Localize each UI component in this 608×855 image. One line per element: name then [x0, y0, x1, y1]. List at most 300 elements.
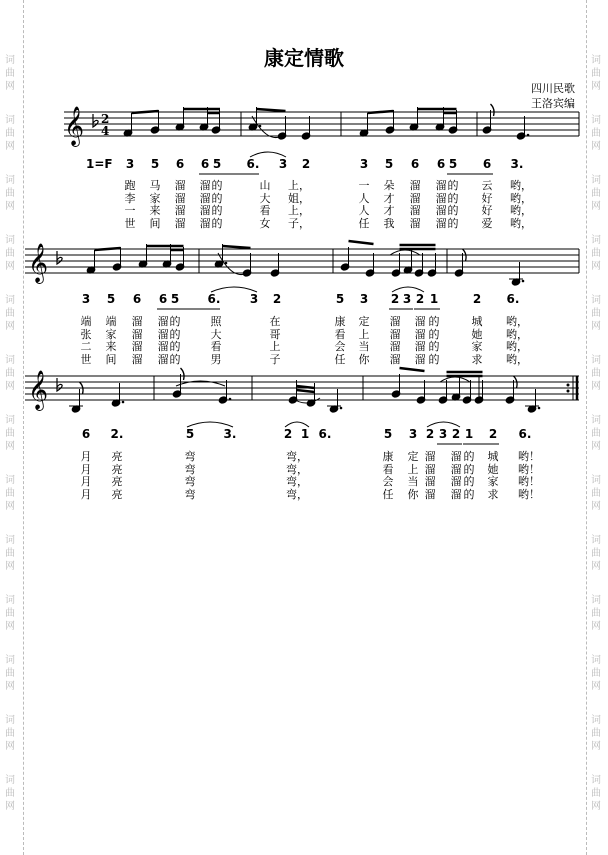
jianpu-digit: 3 [125, 157, 135, 171]
lyric-char: 月 [80, 450, 92, 463]
lyric-char: 的 [428, 327, 440, 341]
watermark-char: 网 [5, 441, 15, 452]
watermark-char: 词 [5, 55, 15, 66]
jianpu-digit: 5 [185, 427, 195, 441]
lyric-char: 男 [210, 352, 222, 366]
lyric-char: 上 [358, 327, 370, 341]
lyric-char: 任 [358, 216, 370, 230]
lyric-char: 的 [428, 352, 440, 366]
jianpu-digit: 5 [448, 157, 458, 171]
jianpu-digit: 6 [175, 157, 185, 171]
lyric-char: 马 [149, 179, 161, 192]
lyric-char: 云 [481, 179, 493, 192]
lyric-char: 溜 [450, 450, 462, 463]
lyric-char: 的 [463, 462, 475, 476]
dot [340, 407, 343, 410]
watermark-char: 词 [591, 115, 601, 126]
lyric-char: 的 [169, 315, 181, 328]
lyric-char: 家 [487, 475, 499, 488]
lyric-char: 的 [211, 191, 223, 205]
watermark-char: 词 [5, 475, 15, 486]
watermark-char: 曲 [591, 788, 601, 799]
lyric-char: 溜 [199, 179, 211, 192]
jianpu-digit: 2 [451, 427, 461, 441]
lyric-char: 上 [407, 462, 419, 476]
dot [538, 407, 541, 410]
watermark-char: 网 [591, 201, 601, 212]
lyric-char: 溜 [131, 327, 143, 341]
watermark-char: 曲 [5, 128, 15, 139]
lyric-char: 溜 [424, 450, 436, 463]
watermark-char: 曲 [591, 668, 601, 679]
lyric-char: 山 [259, 179, 271, 192]
lyric-char: 照 [210, 315, 222, 328]
lyric-char: 朵 [383, 179, 395, 192]
lyric-char: 溜 [414, 327, 426, 341]
jianpu-digit: 5 [106, 292, 116, 306]
lyric-char: 溜 [409, 216, 421, 230]
watermark-char: 词 [591, 235, 601, 246]
lyric-char: 溜 [450, 475, 462, 488]
note-flag [491, 104, 495, 116]
watermark-char: 曲 [5, 68, 15, 79]
lyric-char: 一 [358, 179, 370, 192]
lyric-char: 城 [471, 315, 483, 328]
lyric-char: 上， [288, 204, 310, 217]
lyric-char: 溜 [424, 462, 436, 476]
note-beam [132, 111, 159, 113]
watermark-char: 网 [5, 741, 15, 752]
lyric-char: 看 [259, 204, 271, 217]
lyric-char: 家 [105, 327, 117, 341]
jianpu-digit: 6 [482, 157, 492, 171]
watermark-char: 网 [5, 561, 15, 572]
jianpu-digit: 1 [464, 427, 474, 441]
watermark-char: 网 [5, 381, 15, 392]
lyric-char: 哥 [269, 327, 281, 341]
watermark-char: 曲 [591, 548, 601, 559]
lyric-char: 溜 [409, 204, 421, 217]
lyric-char: 我 [383, 216, 395, 230]
watermark-char: 词 [591, 295, 601, 306]
jianpu-digit: 2 [425, 427, 435, 441]
lyric-char: 溜 [389, 327, 401, 341]
lyric-char: 任 [382, 487, 394, 501]
lyric-char: 溜 [199, 216, 211, 230]
lyric-char: 的 [211, 216, 223, 230]
watermark-char: 网 [5, 681, 15, 692]
lyric-char: 的 [169, 340, 181, 353]
dot [527, 134, 530, 137]
lyric-char: 亮 [111, 487, 123, 501]
jianpu-digit: 6 [132, 292, 142, 306]
watermark-char: 网 [591, 441, 601, 452]
lyric-char: 端 [80, 315, 92, 328]
jianpu-digit: 2 [488, 427, 498, 441]
lyric-char: 的 [447, 204, 459, 217]
lyric-char: 的 [428, 340, 440, 353]
treble-clef: 𝄞 [28, 370, 49, 410]
lyric-char: 城 [487, 450, 499, 463]
note-beam [368, 111, 394, 113]
lyric-char: 大 [259, 191, 271, 205]
watermark-char: 网 [5, 201, 15, 212]
lyric-char: 溜 [157, 315, 169, 328]
jianpu-digit: 2 [472, 292, 482, 306]
lyric-char: 会 [334, 340, 346, 353]
watermark-char: 网 [591, 381, 601, 392]
lyric-char: 的 [211, 204, 223, 217]
lyric-char: 弯， [286, 487, 308, 501]
watermark-char: 词 [5, 715, 15, 726]
lyric-char: 姐， [288, 191, 310, 205]
lyric-char: 弯， [286, 462, 308, 476]
lyric-char: 溜 [435, 216, 447, 230]
jianpu-digit: 2. [110, 427, 124, 441]
lyric-char: 子， [288, 216, 310, 230]
song-title: 康定情歌 [264, 46, 344, 70]
watermark-char: 曲 [5, 608, 15, 619]
jianpu-digit: 3 [81, 292, 91, 306]
lyric-char: 弯， [286, 475, 308, 488]
lyric-char: 弯 [184, 475, 196, 488]
lyric-char: 来 [105, 340, 117, 353]
lyric-char: 弯 [184, 462, 196, 476]
lyric-char: 哟， [506, 340, 528, 353]
jianpu-digit: 6 [81, 427, 91, 441]
watermark-char: 词 [5, 295, 15, 306]
repeat-dot [567, 384, 570, 387]
lyric-char: 哟！ [518, 450, 540, 463]
watermark-char: 词 [591, 655, 601, 666]
lyric-char: 好 [481, 191, 493, 205]
credit-arranger: 王洛宾编 [531, 97, 575, 110]
watermark-char: 词 [5, 535, 15, 546]
watermark-char: 网 [5, 81, 15, 92]
lyric-char: 哟！ [518, 487, 540, 501]
lyric-char: 亮 [111, 475, 123, 488]
jianpu-digit: 6 [200, 157, 210, 171]
dot [229, 398, 232, 401]
lyric-char: 亮 [111, 462, 123, 476]
watermark-char: 词 [591, 475, 601, 486]
lyric-char: 哟！ [518, 462, 540, 476]
lyric-char: 溜 [389, 352, 401, 366]
watermark-char: 词 [5, 235, 15, 246]
lyric-char: 看 [334, 327, 346, 341]
lyric-char: 当 [407, 475, 419, 488]
watermark-char: 曲 [5, 428, 15, 439]
jianpu-digit: 5 [212, 157, 222, 171]
lyric-char: 爱 [481, 216, 493, 230]
lyric-char: 溜 [174, 216, 186, 230]
watermark-char: 词 [5, 655, 15, 666]
watermark-char: 词 [5, 775, 15, 786]
lyric-char: 弯， [286, 450, 308, 463]
lyric-char: 溜 [414, 315, 426, 328]
lyric-char: 哟！ [518, 475, 540, 488]
lyric-char: 溜 [157, 352, 169, 366]
lyric-char: 亮 [111, 450, 123, 463]
lyric-char: 间 [105, 352, 117, 366]
lyric-char: 溜 [199, 204, 211, 217]
watermark-char: 曲 [591, 608, 601, 619]
lyric-char: 跑 [124, 179, 136, 192]
lyric-char: 的 [463, 450, 475, 463]
lyric-char: 溜 [414, 352, 426, 366]
lyric-char: 定 [407, 450, 419, 463]
lyric-char: 间 [149, 216, 161, 230]
jianpu-digit: 6 [158, 292, 168, 306]
lyric-char: 她 [487, 462, 499, 476]
lyric-char: 的 [447, 191, 459, 205]
lyric-char: 人 [358, 191, 370, 205]
lyric-char: 溜 [157, 340, 169, 353]
lyric-char: 溜 [409, 179, 421, 192]
note-beam [223, 246, 251, 248]
note-flag [181, 368, 185, 380]
lyric-char: 溜 [131, 315, 143, 328]
watermark-char: 词 [591, 415, 601, 426]
lyric-char: 康 [382, 450, 394, 463]
lyric-char: 溜 [450, 487, 462, 501]
lyric-char: 的 [211, 179, 223, 192]
lyric-char: 求 [487, 487, 499, 501]
lyric-char: 溜 [389, 340, 401, 353]
lyric-char: 哟， [510, 191, 532, 205]
watermark-char: 曲 [5, 788, 15, 799]
lyric-char: 定 [358, 315, 370, 328]
lyric-char: 的 [447, 216, 459, 230]
lyric-char: 溜 [424, 475, 436, 488]
lyric-char: 二 [80, 340, 92, 353]
lyric-char: 哟， [510, 204, 532, 217]
lyric-char: 看 [210, 340, 222, 353]
lyric-char: 哟， [506, 352, 528, 366]
jianpu-digit: 6. [246, 157, 260, 171]
lyric-char: 的 [169, 327, 181, 341]
lyric-char: 家 [471, 340, 483, 353]
lyric-char: 一 [124, 204, 136, 217]
lyric-char: 溜 [450, 462, 462, 476]
lyric-char: 上 [269, 340, 281, 353]
watermark-char: 网 [591, 621, 601, 632]
jianpu-digit: 6. [318, 427, 332, 441]
lyric-char: 人 [358, 204, 370, 217]
lyric-char: 求 [471, 352, 483, 366]
lyric-char: 弯 [184, 487, 196, 501]
lyric-char: 的 [463, 475, 475, 488]
watermark-char: 网 [591, 321, 601, 332]
repeat-dot [567, 390, 570, 393]
watermark-char: 曲 [591, 368, 601, 379]
jianpu-digit: 1 [429, 292, 439, 306]
lyric-char: 女 [259, 216, 271, 230]
lyric-char: 你 [407, 487, 419, 501]
lyric-char: 月 [80, 475, 92, 488]
lyric-char: 上， [288, 179, 310, 192]
jianpu-digit: 6 [410, 157, 420, 171]
lyric-char: 张 [80, 327, 92, 341]
lyric-char: 溜 [414, 340, 426, 353]
lyric-char: 溜 [174, 191, 186, 205]
lyric-char: 才 [383, 204, 395, 217]
watermark-char: 词 [5, 115, 15, 126]
jianpu-digit: 3 [249, 292, 259, 306]
lyric-char: 康 [334, 315, 346, 328]
watermark-char: 曲 [5, 188, 15, 199]
jianpu-digit: 3 [402, 292, 412, 306]
credit-origin: 四川民歌 [531, 82, 575, 95]
watermark-char: 曲 [591, 128, 601, 139]
jianpu-digit: 6. [506, 292, 520, 306]
watermark-char: 曲 [591, 308, 601, 319]
lyric-char: 才 [383, 191, 395, 205]
watermark-char: 曲 [591, 68, 601, 79]
jianpu-digit: 2 [301, 157, 311, 171]
lyric-char: 溜 [409, 191, 421, 205]
lyric-char: 端 [105, 315, 117, 328]
lyric-char: 来 [149, 204, 161, 217]
watermark-char: 网 [5, 801, 15, 812]
watermark-char: 网 [5, 621, 15, 632]
lyric-char: 任 [334, 352, 346, 366]
watermark-char: 曲 [5, 248, 15, 259]
watermark-char: 词 [591, 535, 601, 546]
watermark-char: 词 [591, 175, 601, 186]
time-signature-top: 2 [101, 112, 110, 126]
watermark-char: 曲 [5, 668, 15, 679]
lyric-char: 溜 [157, 327, 169, 341]
note-beam [400, 368, 425, 371]
lyric-char: 大 [210, 327, 222, 341]
lyric-char: 世 [80, 352, 92, 366]
lyric-char: 溜 [435, 191, 447, 205]
lyric-char: 溜 [174, 204, 186, 217]
lyric-char: 弯 [184, 450, 196, 463]
slur [440, 377, 470, 382]
lyric-char: 的 [428, 315, 440, 328]
key-signature-flat [93, 114, 98, 127]
watermark-char: 曲 [5, 368, 15, 379]
watermark-char: 曲 [591, 428, 601, 439]
note-beam [95, 248, 121, 250]
jianpu-digit: 2 [390, 292, 400, 306]
watermark-char: 曲 [591, 188, 601, 199]
lyric-char: 溜 [131, 340, 143, 353]
dot [522, 280, 525, 283]
slur [390, 250, 420, 255]
lyric-char: 溜 [435, 179, 447, 192]
watermark-char: 网 [5, 321, 15, 332]
watermark-char: 网 [5, 261, 15, 272]
watermark-char: 网 [591, 561, 601, 572]
jianpu-digit: 3 [278, 157, 288, 171]
lyric-char: 好 [481, 204, 493, 217]
jianpu-digit: 5 [335, 292, 345, 306]
watermark-char: 网 [591, 681, 601, 692]
lyric-char: 月 [80, 462, 92, 476]
jianpu-digit: 1 [300, 427, 310, 441]
lyric-char: 溜 [131, 352, 143, 366]
lyric-char: 的 [169, 352, 181, 366]
lyric-char: 会 [382, 475, 394, 488]
watermark-char: 词 [591, 595, 601, 606]
jianpu-digit: 6 [436, 157, 446, 171]
lyric-char: 溜 [435, 204, 447, 217]
watermark-char: 词 [5, 595, 15, 606]
jianpu-digit: 5 [383, 427, 393, 441]
watermark-char: 词 [5, 415, 15, 426]
lyric-char: 哟， [510, 179, 532, 192]
jianpu-digit: 3 [359, 292, 369, 306]
note-beam [297, 390, 315, 392]
lyric-char: 在 [269, 315, 281, 328]
watermark-char: 网 [5, 141, 15, 152]
jianpu-digit: 5 [150, 157, 160, 171]
lyric-char: 溜 [174, 179, 186, 192]
lyric-char: 溜 [389, 315, 401, 328]
key-signature-flat [57, 251, 62, 264]
note-beam [349, 241, 374, 244]
lyric-char: 她 [471, 327, 483, 341]
watermark-char: 词 [591, 355, 601, 366]
watermark-char: 网 [591, 801, 601, 812]
watermark-char: 词 [5, 175, 15, 186]
lyric-char: 当 [358, 340, 370, 353]
lyric-char: 子 [269, 352, 281, 366]
lyric-char: 的 [447, 179, 459, 192]
lyric-char: 看 [382, 462, 394, 476]
watermark-char: 词 [591, 55, 601, 66]
watermark-char: 词 [591, 775, 601, 786]
dot [122, 401, 125, 404]
note-beam [257, 109, 286, 111]
jianpu-digit: 3. [223, 427, 237, 441]
lyric-char: 的 [463, 487, 475, 501]
jianpu-digit: 6. [518, 427, 532, 441]
jianpu-digit: 3 [359, 157, 369, 171]
watermark-char: 网 [591, 81, 601, 92]
watermark-char: 曲 [591, 248, 601, 259]
jianpu-digit: 6. [207, 292, 221, 306]
lyric-char: 家 [149, 191, 161, 205]
jianpu-digit: 3 [438, 427, 448, 441]
watermark-char: 曲 [591, 728, 601, 739]
key-signature-jianpu: 1=F [86, 157, 113, 171]
lyric-char: 哟， [506, 327, 528, 341]
watermark-char: 曲 [591, 488, 601, 499]
jianpu-digit: 2 [272, 292, 282, 306]
watermark-char: 网 [591, 261, 601, 272]
watermark-char: 曲 [5, 488, 15, 499]
lyric-char: 哟， [510, 216, 532, 230]
watermark-char: 词 [5, 355, 15, 366]
watermark-char: 曲 [5, 548, 15, 559]
jianpu-digit: 2 [283, 427, 293, 441]
watermark-char: 曲 [5, 728, 15, 739]
jianpu-digit: 5 [384, 157, 394, 171]
treble-clef: 𝄞 [28, 243, 49, 283]
key-signature-flat [57, 378, 62, 391]
lyric-char: 哟， [506, 315, 528, 328]
lyric-char: 你 [358, 352, 370, 366]
lyric-char: 世 [124, 216, 136, 230]
jianpu-digit: 5 [170, 292, 180, 306]
jianpu-digit: 2 [415, 292, 425, 306]
jianpu-digit: 3. [510, 157, 524, 171]
jianpu-digit: 3 [408, 427, 418, 441]
